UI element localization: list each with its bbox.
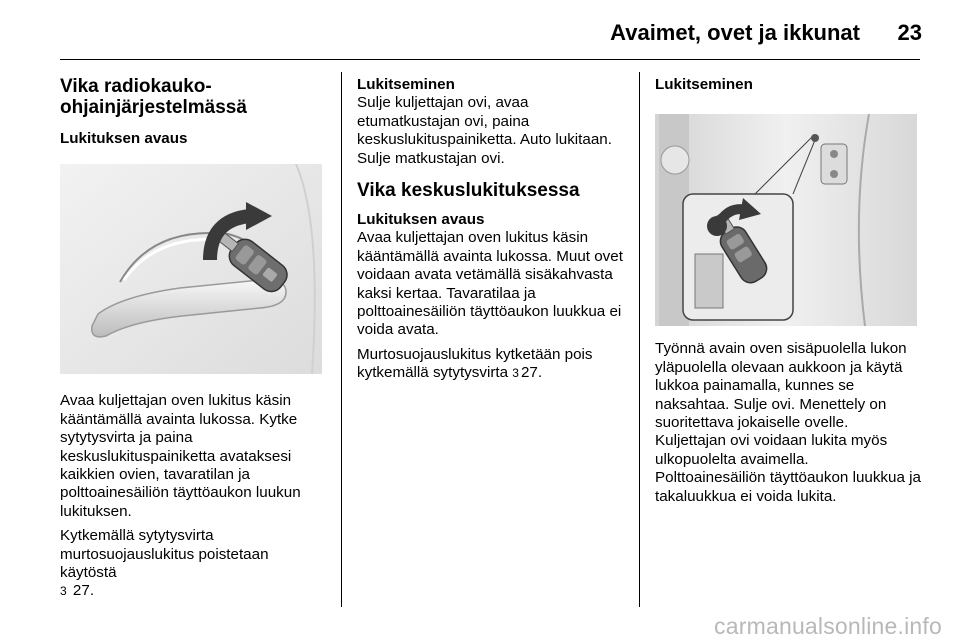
paragraph-manual-unlock: Avaa kuljettajan oven lukitus käsin kääntämällä avainta lukossa. Muut ovet voidaan avata vetämällä sisäkahvasta kaksi kertaa. Tavaratilaa ja polttoainesäiliön täyttöaukon luukkua ei voida avata. (357, 229, 623, 339)
page-number: 23 (897, 20, 922, 45)
reference-page: 27. (520, 364, 543, 382)
paragraph-locking-instructions: Työnnä avain oven sisäpuolella lukon yläpuolella olevaan aukkoon ja käytä lukkoa painamalla, kunnes se naksahtaa. Sulje ovi. Menettely on suoritettava jokaiselle ovelle. Kuljettajan ovi voidaan lukita myös ulkopuolelta avaimella. Polttoainesäiliön täyttöaukon luukkua ja takaluukkua ei voida lukita. (655, 340, 921, 505)
reference-arrow-icon: 3 (512, 366, 519, 381)
page-reference (60, 582, 326, 600)
paragraph-unlock-instructions: Avaa kuljettajan oven lukitus käsin kääntämällä avainta lukossa. Kytke sytytysvirta ja paina keskuslukituspainiketta avataksesi kaikkien ovien, tavaratilan ja polttoainesäiliön täyttöaukon luukun lukituksen. (60, 392, 301, 520)
section-heading-radio-remote: Vika radiokauko-ohjainjärjestelmässä (60, 76, 247, 118)
reference-arrow-icon: 3 (60, 584, 67, 599)
paragraph-alarm-text: Murtosuojauslukitus kytketään pois kytkemällä sytytysvirta (357, 345, 593, 382)
watermark: carmanualsonline.info (714, 613, 942, 639)
subheading-unlocking-central: Lukituksen avaus (357, 211, 485, 229)
section-heading-central-locking: Vika keskuslukituksessa (357, 180, 580, 202)
header-rule (60, 59, 920, 60)
paragraph-alarm-disable: Kytkemällä sytytysvirta murtosuojauslukitus poistetaan käytöstä (60, 527, 269, 582)
door-handle-key-illustration (60, 164, 322, 374)
middle-column (357, 76, 625, 383)
column-divider-right (639, 72, 640, 607)
subheading-unlocking: Lukituksen avaus (60, 130, 188, 147)
reference-page: 27. (72, 582, 95, 600)
paragraph-alarm-off (357, 346, 625, 383)
subheading-locking: Lukitseminen (357, 76, 455, 93)
paragraph-locking: Sulje kuljettajan ovi, avaa etumatkustajan ovi, paina keskuslukituspainiketta. Auto lukitaan. Sulje matkustajan ovi. (357, 94, 612, 167)
right-column (655, 76, 923, 512)
column-divider-left (341, 72, 342, 607)
left-column (60, 76, 326, 601)
subheading-locking-right: Lukitseminen (655, 76, 753, 93)
door-lock-key-illustration (655, 114, 917, 326)
page-header-title: Avaimet, ovet ja ikkunat (610, 20, 860, 45)
